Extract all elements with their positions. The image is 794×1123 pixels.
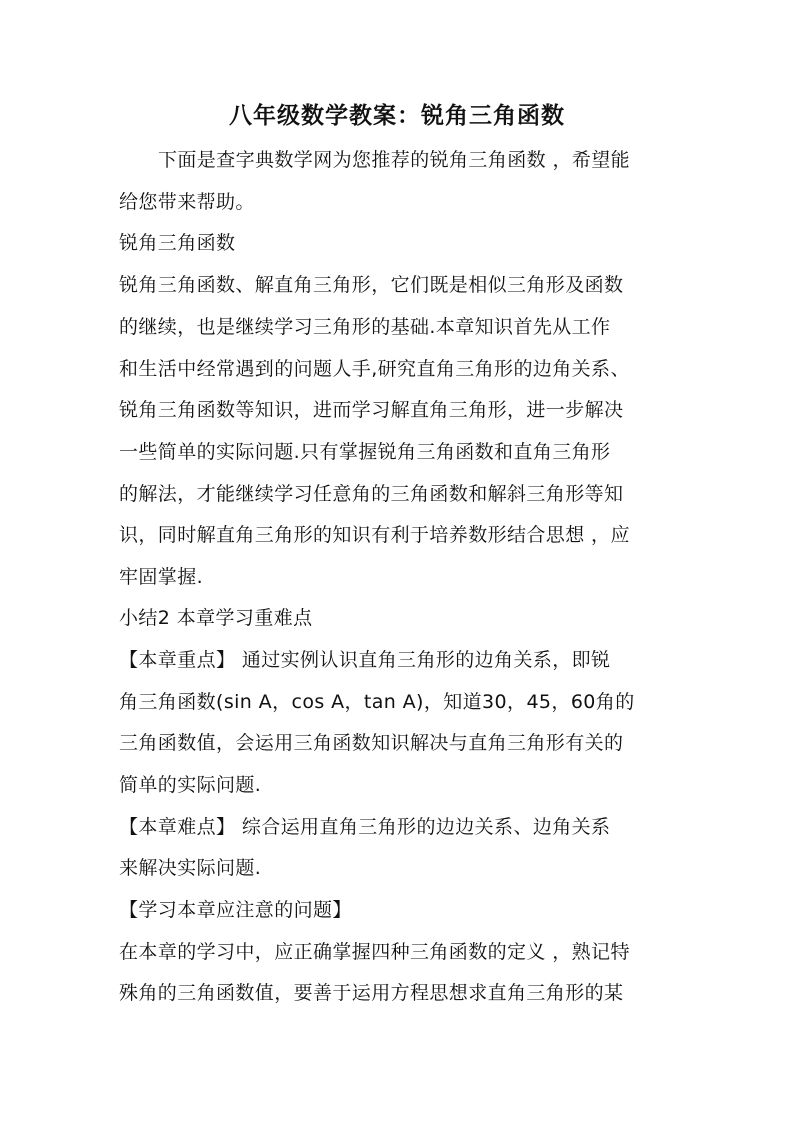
text-line: 三角函数值，会运用三角函数知识解决与直角三角形有关的 — [119, 732, 624, 754]
text-line: 给您带来帮助。 — [119, 191, 255, 213]
text-line: 【本章难点】 综合运用直角三角形的边边关系、边角关系 — [119, 816, 611, 838]
text-line: 【本章重点】 通过实例认识直角三角形的边角关系，即锐 — [119, 649, 611, 671]
text-line: 简单的实际问题. — [119, 774, 262, 796]
section-heading: 【学习本章应注意的问题】 — [119, 899, 352, 921]
text-line: 牢固掌握. — [119, 566, 204, 588]
text-line: 的解法，才能继续学习任意角的三角函数和解斜三角形等知 — [119, 483, 624, 505]
text-line: 的继续，也是继续学习三角形的基础.本章知识首先从工作 — [119, 316, 611, 338]
page-title: 八年级数学教案：锐角三角函数 — [229, 102, 565, 129]
text-line: 在本章的学习中，应正确掌握四种三角函数的定义 ，熟记特 — [119, 941, 630, 963]
text-line: 殊角的三角函数值，要善于运用方程思想求直角三角形的某 — [119, 982, 624, 1004]
section-heading: 小结2 本章学习重难点 — [119, 607, 313, 629]
text-line: 一些简单的实际问题.只有掌握锐角三角函数和直角三角形 — [119, 441, 611, 463]
text-line: 锐角三角函数、解直角三角形，它们既是相似三角形及函数 — [119, 274, 624, 296]
text-line: 角三角函数(sin A，cos A，tan A)，知道30，45，60角的 — [119, 691, 635, 713]
text-line: 锐角三角函数等知识，进而学习解直角三角形，进一步解决 — [119, 399, 624, 421]
text-line: 和生活中经常遇到的问题人手,研究直角三角形的边角关系、 — [119, 358, 630, 380]
text-line: 来解决实际问题. — [119, 857, 262, 879]
text-line: 下面是查字典数学网为您推荐的锐角三角函数 ，希望能 — [158, 149, 631, 171]
text-line: 识，同时解直角三角形的知识有利于培养数形结合思想 ，应 — [119, 524, 630, 546]
section-heading: 锐角三角函数 — [119, 232, 236, 254]
